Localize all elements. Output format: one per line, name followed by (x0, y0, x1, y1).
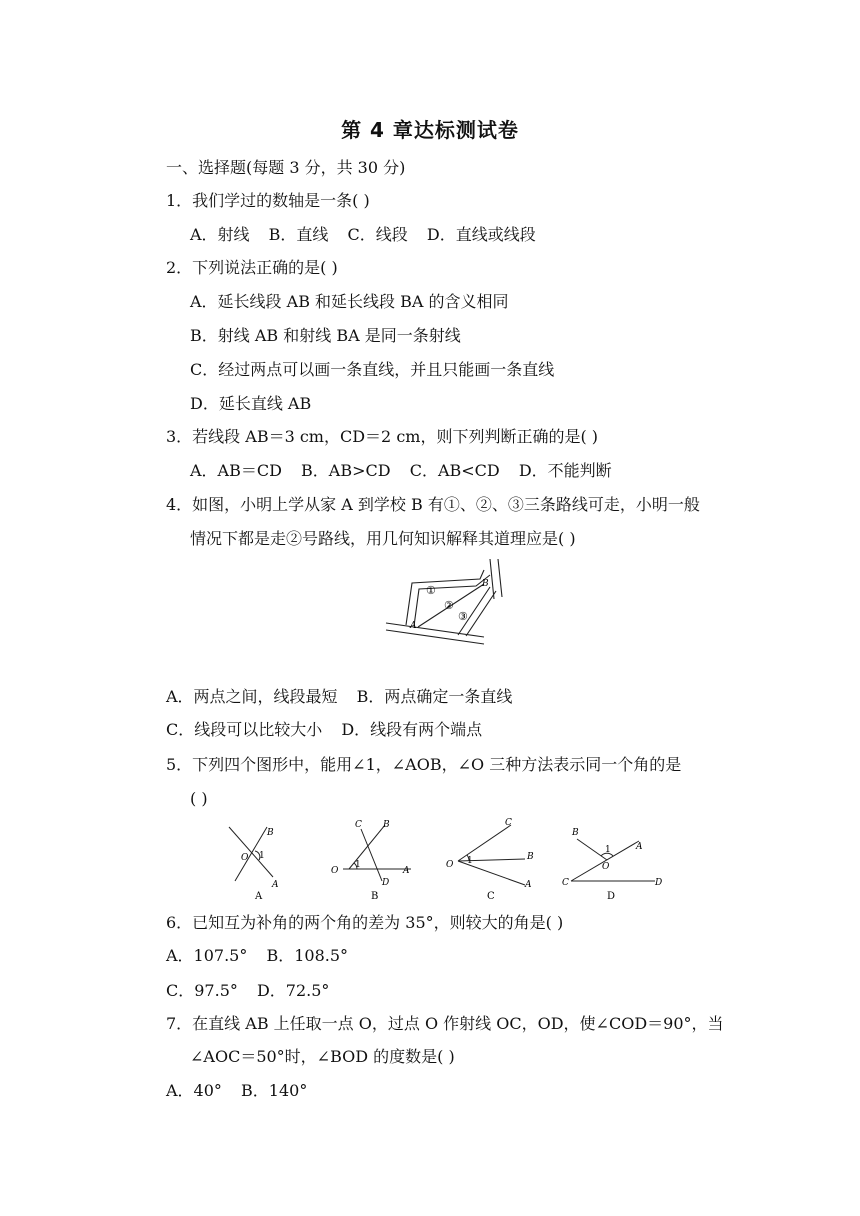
fig-b-label-a: A (403, 866, 410, 876)
fig-d-label-b: B (572, 828, 579, 838)
question-1-stem: 1．我们学过的数轴是一条( ) (166, 191, 370, 210)
fig-c-label-b: B (527, 852, 534, 862)
angle-figures (215, 815, 675, 900)
option-b: B．AB>CD (301, 461, 391, 480)
option-d: D．72.5° (256, 981, 330, 1000)
fig-d-label-o: O (602, 862, 610, 872)
fig-b-label-c: C (355, 820, 362, 830)
option-a: A．AB＝CD (190, 461, 282, 480)
fig-c-label-a: A (525, 880, 532, 890)
fig-c-label-1: 1 (467, 856, 473, 866)
route-3-label: ③ (458, 610, 468, 623)
option-c: C．97.5° (166, 981, 238, 1000)
question-6-options-line1 (166, 946, 348, 966)
fig-d-label-d: D (655, 878, 663, 888)
option-a: A．延长线段 AB 和延长线段 BA 的含义相同 (190, 292, 509, 311)
question-6-options-line2 (166, 981, 329, 1001)
point-a-label: A (410, 621, 417, 631)
question-5-stem-line1: 5．下列四个图形中，能用∠1，∠AOB，∠O 三种方法表示同一个角的是 (166, 755, 682, 774)
question-7-stem-line1: 7．在直线 AB 上任取一点 O，过点 O 作射线 OC，OD，使∠COD＝90°，当 (166, 1014, 724, 1033)
option-d: D．不能判断 (518, 461, 612, 480)
fig-b-label-1: 1 (355, 860, 361, 870)
option-b: B．两点确定一条直线 (356, 687, 513, 706)
question-5-stem-line2: ( ) (190, 789, 208, 808)
option-b: B．140° (241, 1081, 308, 1100)
option-d: D．直线或线段 (426, 225, 536, 244)
fig-d-label-c: C (562, 878, 569, 888)
point-b-label: B (482, 579, 489, 589)
option-b: B．108.5° (266, 946, 349, 965)
fig-a-label-1: 1 (259, 851, 265, 861)
question-4-options-line2 (166, 720, 482, 740)
question-1-options (190, 225, 536, 245)
question-3-options (190, 461, 612, 481)
option-c: C．AB<CD (409, 461, 500, 480)
section-heading: 一、选择题(每题 3 分，共 30 分) (166, 158, 406, 177)
fig-a-label-b: B (267, 828, 274, 838)
option-a: A．107.5° (166, 946, 248, 965)
question-7-stem-line2: ∠AOC＝50°时，∠BOD 的度数是( ) (190, 1047, 455, 1066)
question-4-stem-line1: 4．如图，小明上学从家 A 到学校 B 有①、②、③三条路线可走，小明一般 (166, 495, 700, 514)
option-a: A．40° (166, 1081, 222, 1100)
fig-d-label-1: 1 (605, 845, 611, 855)
option-c: C．线段可以比较大小 (166, 720, 323, 739)
question-6-stem: 6．已知互为补角的两个角的差为 35°，则较大的角是( ) (166, 913, 564, 932)
option-a: A．射线 (190, 225, 250, 244)
question-4-stem-line2: 情况下都是走②号路线，用几何知识解释其道理应是( ) (190, 529, 576, 548)
page-title: 第 4 章达标测试卷 (341, 118, 519, 142)
option-d: D．线段有两个端点 (341, 720, 483, 739)
option-c: C．经过两点可以画一条直线，并且只能画一条直线 (190, 360, 555, 379)
fig-a-caption: A (255, 891, 263, 900)
fig-b-label-d: D (382, 878, 390, 888)
fig-c-caption: C (487, 891, 495, 900)
question-7-options-line1 (166, 1081, 307, 1101)
question-4-options-line1 (166, 687, 512, 707)
route-map-figure (380, 555, 510, 645)
option-a: A．两点之间，线段最短 (166, 687, 338, 706)
fig-c-label-c: C (505, 818, 512, 828)
fig-d-label-a: A (636, 842, 643, 852)
question-3-stem: 3．若线段 AB＝3 cm，CD＝2 cm，则下列判断正确的是( ) (166, 427, 599, 446)
fig-a-label-o: O (241, 853, 249, 863)
route-1-label: ① (426, 584, 436, 597)
route-2-label: ② (444, 599, 454, 612)
fig-b-label-b: B (383, 820, 390, 830)
option-d: D．延长直线 AB (190, 394, 312, 413)
option-b: B．直线 (268, 225, 329, 244)
fig-b-label-o: O (331, 866, 339, 876)
option-c: C．线段 (347, 225, 408, 244)
option-b: B．射线 AB 和射线 BA 是同一条射线 (190, 326, 461, 345)
question-2-stem: 2．下列说法正确的是( ) (166, 258, 338, 277)
fig-c-label-o: O (446, 860, 454, 870)
fig-b-caption: B (371, 891, 379, 900)
fig-d-caption: D (607, 891, 616, 900)
fig-a-label-a: A (272, 880, 279, 890)
